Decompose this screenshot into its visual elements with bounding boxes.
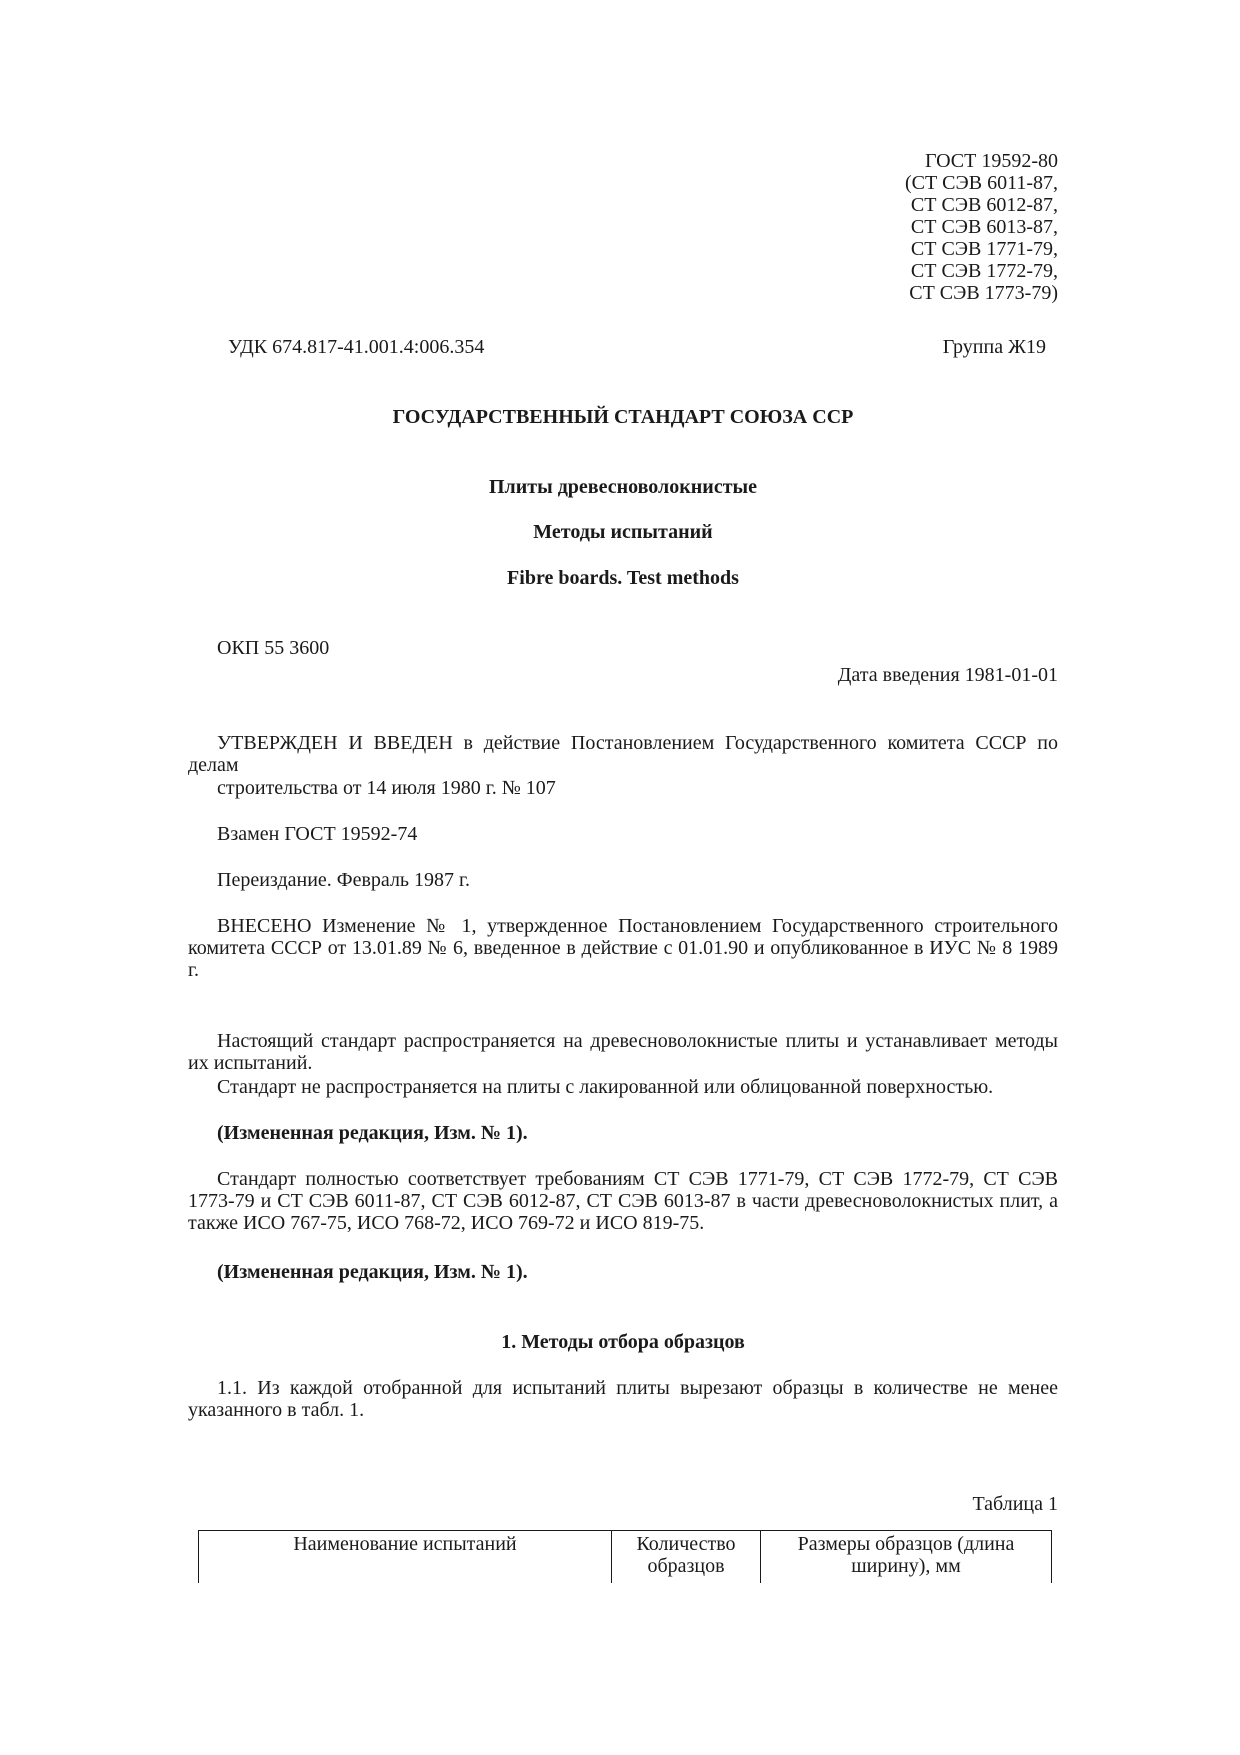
replaces-note: Взамен ГОСТ 19592-74 — [217, 823, 418, 845]
clause-1-1: 1.1. Из каждой отобранной для испытаний плиты вырезают образцы в количестве не менее указанного в табл. 1. — [188, 1377, 1058, 1421]
section-heading: 1. Методы отбора образцов — [501, 1331, 745, 1353]
gost-designation-block — [905, 150, 1058, 304]
group-code: Группа Ж19 — [942, 336, 1046, 358]
document-title: Плиты древесноволокнистые — [488, 476, 758, 498]
amendment-paragraph: ВНЕСЕНО Изменение № 1, утвержденное Постановлением Государственного строительного комитета СССР от 13.01.89 № 6, введенное в действие с 01.01.90 и опубликованное в ИУС № 8 1989 г. — [188, 915, 1058, 981]
table-header-row — [199, 1531, 1052, 1584]
udk-code: УДК 674.817-41.001.4:006.354 — [228, 336, 485, 358]
table-header-cell: Количество образцов — [612, 1531, 761, 1584]
scope-exclusion-paragraph: Стандарт не распространяется на плиты с лакированной или облицованной поверхностью. — [217, 1076, 994, 1098]
gost-line: СТ СЭВ 1773-79) — [909, 282, 1058, 304]
approval-paragraph-cont: строительства от 14 июля 1980 г. № 107 — [217, 777, 556, 799]
compliance-paragraph: Стандарт полностью соответствует требованиям СТ СЭВ 1771-79, СТ СЭВ 1772-79, СТ СЭВ 1773-79 и СТ СЭВ 6011-87, СТ СЭВ 6012-87, СТ СЭВ 6013-87 в части древесноволокнистых плит, а также ИСО 767-75, ИСО 768-72, ИСО 769-72 и ИСО 819-75. — [188, 1168, 1058, 1234]
revision-note: (Измененная редакция, Изм. № 1). — [217, 1122, 528, 1144]
gost-line: ГОСТ 19592-80 — [925, 150, 1058, 172]
gost-line: (СТ СЭВ 6011-87, — [904, 172, 1058, 194]
gost-line: СТ СЭВ 1772-79, — [910, 260, 1058, 282]
introduction-date: Дата введения 1981-01-01 — [837, 664, 1058, 686]
table-header-cell: Размеры образцов (длина ширину), мм — [761, 1531, 1052, 1584]
reissue-note: Переиздание. Февраль 1987 г. — [217, 869, 470, 891]
table-1 — [198, 1530, 1052, 1583]
scope-paragraph: Настоящий стандарт распространяется на древесноволокнистые плиты и устанавливает методы их испытаний. — [188, 1030, 1058, 1074]
okp-code: ОКП 55 3600 — [217, 637, 330, 659]
gost-line: СТ СЭВ 6012-87, — [910, 194, 1058, 216]
gost-line: СТ СЭВ 6013-87, — [910, 216, 1058, 238]
table-header-cell: Наименование испытаний — [199, 1531, 612, 1584]
document-title-english: Fibre boards. Test methods — [507, 567, 739, 589]
table-caption: Таблица 1 — [972, 1493, 1058, 1515]
revision-note: (Измененная редакция, Изм. № 1). — [217, 1261, 528, 1283]
gost-line: СТ СЭВ 1771-79, — [910, 238, 1058, 260]
state-standard-title: ГОСУДАРСТВЕННЫЙ СТАНДАРТ СОЮЗА ССР — [392, 406, 854, 428]
approval-paragraph: УТВЕРЖДЕН И ВВЕДЕН в действие Постановлением Государственного комитета СССР по делам — [188, 732, 1058, 776]
document-subtitle: Методы испытаний — [533, 521, 713, 543]
document-page — [188, 0, 1058, 1755]
